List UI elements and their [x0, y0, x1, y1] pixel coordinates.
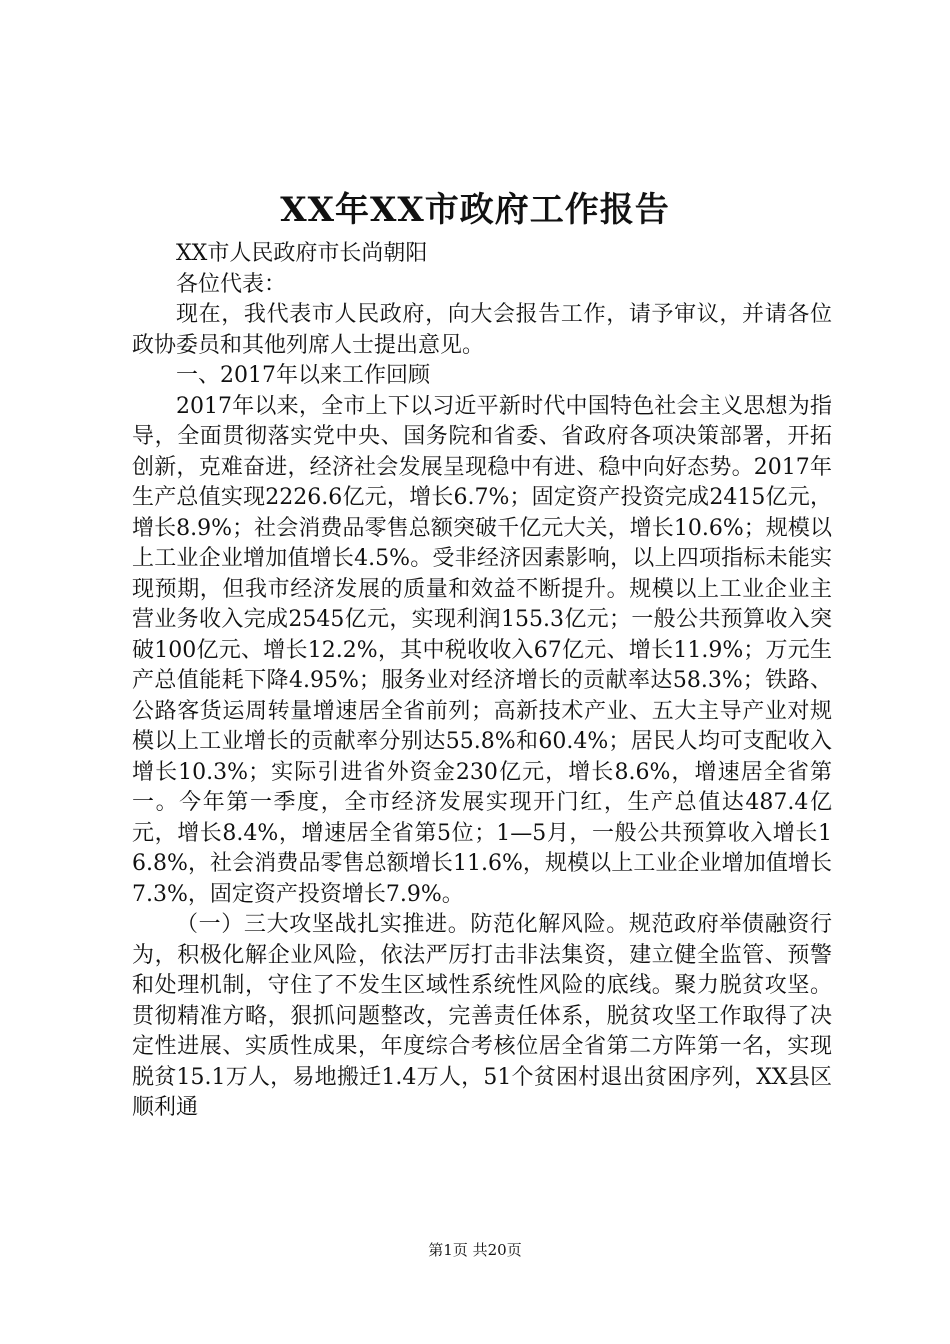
page-number: 第1页: [428, 1241, 468, 1259]
document-body: [132, 239, 832, 1124]
review-paragraph: 2017年以来，全市上下以习近平新时代中国特色社会主义思想为指导，全面贯彻落实党中央、国务院和省委、省政府各项决策部署，开拓创新，克难奋进，经济社会发展呈现稳中有进、稳中向好态势。2017年生产总值实现2226.6亿元，增长6.7%；固定资产投资完成2415亿元，增长8.9%；社会消费品零售总额突破千亿元大关，增长10.6%；规模以上工业企业增加值增长4.5%。受非经济因素影响，以上四项指标未能实现预期，但我市经济发展的质量和效益不断提升。规模以上工业企业主营业务收入完成2545亿元，实现利润155.3亿元；一般公共预算收入突破100亿元、增长12.2%，其中税收收入67亿元、增长11.9%；万元生产总值能耗下降4.95%；服务业对经济增长的贡献率达58.3%；铁路、公路客货运周转量增速居全省前列；高新技术产业、五大主导产业对规模以上工业增长的贡献率分别达55.8%和60.4%；居民人均可支配收入增长10.3%；实际引进省外资金230亿元，增长8.6%，增速居全省第一。今年第一季度，全市经济发展实现开门红，生产总值达487.4亿元，增长8.4%，增速居全省第5位；1—5月，一般公共预算收入增长16.8%，社会消费品零售总额增长11.6%，规模以上工业企业增加值增长7.3%，固定资产投资增长7.9%。: [132, 393, 832, 907]
salutation: 各位代表：: [176, 271, 287, 297]
author-line: XX市人民政府市长尚朝阳: [176, 241, 428, 266]
section-heading: 一、2017年以来工作回顾: [176, 363, 430, 388]
document-title: XX年XX市政府工作报告: [280, 190, 670, 230]
page-total: 共20页: [472, 1241, 522, 1259]
page-footer: [0, 1238, 950, 1262]
intro-paragraph: 现在，我代表市人民政府，向大会报告工作，请予审议，并请各位政协委员和其他列席人士提出意见。: [132, 302, 832, 358]
subsection-paragraph: （一）三大攻坚战扎实推进。防范化解风险。规范政府举债融资行为，积极化解企业风险，依法严厉打击非法集资，建立健全监管、预警和处理机制，守住了不发生区域性系统性风险的底线。聚力脱贫攻坚。贯彻精准方略，狠抓问题整改，完善责任体系，脱贫攻坚工作取得了决定性进展、实质性成果，年度综合考核位居全省第二方阵第一名，实现脱贫15.1万人，易地搬迁1.4万人，51个贫困村退出贫困序列，XX县区顺利通: [132, 912, 832, 1120]
